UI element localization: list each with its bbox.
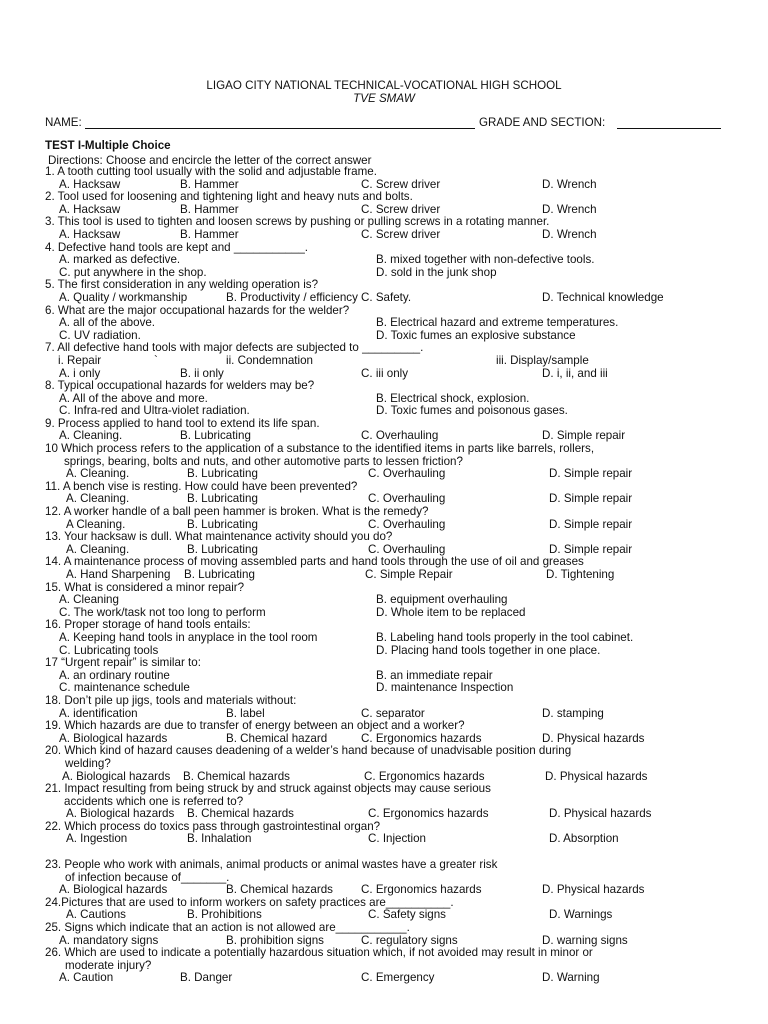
answer-option[interactable]: C. Ergonomics hazards (364, 769, 485, 783)
answer-option[interactable]: D. Physical hazards (545, 769, 648, 783)
answer-option[interactable]: D. i, ii, and iii (542, 366, 608, 380)
answer-option[interactable]: B. Inhalation (187, 832, 252, 846)
answer-option[interactable]: ii. Condemnation (226, 353, 314, 367)
answer-option[interactable]: B. Hammer (180, 202, 239, 216)
answer-option[interactable]: A. Hand Sharpening (66, 568, 171, 581)
question-15 (45, 582, 735, 620)
directions: Directions: Choose and encircle the letter of the correct answer (48, 154, 372, 167)
answer-option[interactable]: A. Biological hazards (59, 731, 168, 745)
answer-option[interactable]: B. Prohibitions (187, 908, 262, 922)
answer-option[interactable]: A. Cleaning. (66, 542, 130, 556)
answer-option[interactable]: D. sold in the junk shop (376, 265, 497, 279)
question-10 (45, 443, 735, 481)
question-19 (45, 720, 735, 745)
question-6 (45, 305, 735, 343)
question-1 (45, 166, 735, 191)
question-text: 25. Signs which indicate that an action is not allowed are___________. (45, 921, 410, 935)
answer-option[interactable]: C. UV radiation. (59, 328, 141, 342)
question-text: 5. The first consideration in any welding operation is? (45, 278, 319, 292)
question-7 (45, 342, 735, 380)
choice-row (45, 808, 735, 821)
answer-option[interactable]: C. Screw driver (361, 202, 441, 216)
answer-option[interactable]: C. Screw driver (361, 177, 441, 191)
answer-option[interactable]: B. equipment overhauling (376, 593, 508, 607)
question-text: 12. A worker handle of a ball peen hammer is broken. What is the remedy? (45, 505, 429, 519)
answer-option[interactable]: B. Chemical hazards (187, 807, 294, 821)
answer-option[interactable]: B. mixed together with non-defective tools. (376, 253, 595, 267)
question-25 (45, 922, 735, 947)
answer-option[interactable]: D. Simple repair (549, 517, 633, 531)
answer-option[interactable]: A. Ingestion (66, 832, 128, 846)
answer-option[interactable]: A. identification (59, 706, 138, 720)
question-text: 4. Defective hand tools are kept and ___________. (45, 240, 308, 254)
answer-option[interactable]: A. Cleaning (59, 593, 119, 607)
answer-option[interactable]: D. stamping (542, 706, 604, 720)
choice-row (45, 317, 735, 330)
answer-option[interactable]: B. Chemical hazards (183, 769, 290, 783)
answer-option[interactable]: A. all of the above. (59, 316, 156, 330)
choice-row (45, 569, 735, 582)
question-text: 24.Pictures that are used to inform workers on safety practices are__________. (45, 895, 454, 909)
answer-option[interactable]: B. Lubricating (187, 467, 258, 481)
answer-option[interactable]: B. Hammer (180, 227, 239, 241)
answer-option[interactable]: D. Physical hazards (542, 731, 645, 745)
question-4 (45, 242, 735, 280)
choice-row (45, 468, 735, 481)
answer-option[interactable]: A. Cleaning. (59, 429, 123, 443)
section-title: TEST I-Multiple Choice (45, 139, 171, 152)
question-text: 21. Impact resulting from being struck by and struck against objects may cause serious (45, 782, 491, 796)
answer-option[interactable]: D. Simple repair (549, 467, 633, 481)
question-23 (45, 859, 735, 897)
question-text: 6. What are the major occupational hazards for the welder? (45, 303, 350, 317)
question-text: 18. Don’t pile up jigs, tools and materials without: (45, 693, 297, 707)
choice-row (45, 884, 735, 897)
answer-option[interactable]: D. Physical hazards (549, 807, 652, 821)
question-26 (45, 947, 735, 985)
answer-option[interactable]: C. Overhauling (361, 429, 439, 443)
question-text: 23. People who work with animals, animal products or animal wastes have a greater risk (45, 858, 498, 872)
choice-row (45, 972, 735, 985)
answer-option[interactable]: A. All of the above and more. (59, 391, 208, 405)
answer-option[interactable]: A. Quality / workmanship (59, 290, 188, 304)
grade-section-field[interactable] (617, 116, 721, 129)
answer-option[interactable]: D. Toxic fumes and poisonous gases. (376, 404, 568, 418)
question-text: 2. Tool used for loosening and tightening light and heavy nuts and bolts. (45, 190, 413, 204)
answer-option[interactable]: C. The work/task not too long to perform (59, 605, 266, 619)
question-text: 14. A maintenance process of moving assembled parts and hand tools through the use of oil and greases (45, 555, 584, 569)
choice-row (45, 833, 735, 846)
answer-option[interactable]: C. Overhauling (368, 492, 446, 506)
answer-option[interactable]: B. Lubricating (187, 517, 258, 531)
answer-option[interactable]: D. Toxic fumes an explosive substance (376, 328, 576, 342)
answer-option[interactable]: C. put anywhere in the shop. (59, 265, 207, 279)
question-text: accidents which one is referred to? (64, 794, 244, 808)
answer-option[interactable]: D. Technical knowledge (542, 290, 664, 304)
question-text: 16. Proper storage of hand tools entails: (45, 618, 251, 632)
answer-option[interactable]: C. Ergonomics hazards (361, 731, 482, 745)
question-11 (45, 481, 735, 506)
answer-option[interactable]: B. Danger (180, 971, 233, 985)
answer-option[interactable]: D. Wrench (542, 227, 597, 241)
answer-option[interactable]: C. Screw driver (361, 227, 441, 241)
answer-option[interactable]: D. Whole item to be replaced (376, 605, 526, 619)
answer-option[interactable]: D. Simple repair (549, 492, 633, 506)
answer-option[interactable]: D. Wrench (542, 202, 597, 216)
question-text: 17 “Urgent repair” is similar to: (45, 656, 201, 670)
answer-option[interactable]: B. prohibition signs (226, 933, 324, 947)
choice-row (45, 594, 735, 607)
answer-option[interactable]: D. Wrench (542, 177, 597, 191)
answer-option[interactable]: B. Electrical shock, explosion. (376, 391, 530, 405)
answer-option[interactable]: A. Hacksaw (59, 177, 121, 191)
answer-option[interactable]: C. Emergency (361, 971, 435, 985)
answer-option[interactable]: C. Infra-red and Ultra-violet radiation. (59, 404, 250, 418)
stray-mark: ` (154, 353, 158, 367)
answer-option[interactable]: D. Simple repair (549, 542, 633, 556)
answer-option[interactable]: A. Caution (59, 971, 114, 985)
question-text: welding? (65, 756, 111, 770)
grade-section-label: GRADE AND SECTION: (479, 116, 606, 129)
question-13 (45, 531, 735, 556)
question-text: 9. Process applied to hand tool to extend its life span. (45, 416, 320, 430)
question-8 (45, 380, 735, 418)
answer-option[interactable]: C. Safety signs (368, 908, 446, 922)
question-18 (45, 695, 735, 720)
choice-row (45, 355, 735, 368)
choice-row (45, 254, 735, 267)
answer-option[interactable]: C. maintenance schedule (59, 681, 190, 695)
answer-option[interactable]: C. Ergonomics hazards (361, 883, 482, 897)
question-14 (45, 556, 735, 581)
question-text: 13. Your hacksaw is dull. What maintenance activity should you do? (45, 530, 393, 544)
answer-option[interactable]: D. Tightening (546, 568, 615, 581)
choice-row (45, 405, 735, 418)
student-info-line (45, 116, 725, 130)
answer-option[interactable]: iii. Display/sample (496, 353, 589, 367)
answer-option[interactable]: C. Safety. (361, 290, 412, 304)
question-list (45, 166, 735, 985)
answer-option[interactable]: A. Cleaning. (66, 467, 130, 481)
question-text: of infection because of_______. (65, 870, 230, 884)
answer-option[interactable]: D. maintenance Inspection (376, 681, 514, 695)
answer-option[interactable]: C. Injection (368, 832, 426, 846)
question-text: springs, bearing, bolts and nuts, and other automotive parts to lessen friction? (64, 454, 463, 468)
question-text: 15. What is considered a minor repair? (45, 580, 245, 594)
question-text: 20. Which kind of hazard causes deadening of a welder’s hand because of unadvisable position during (45, 744, 572, 758)
question-22 (45, 821, 735, 846)
subject-title: TVE SMAW (353, 92, 415, 105)
choice-row (45, 229, 735, 242)
question-text: 22. Which process do toxics pass through gastrointestinal organ? (45, 819, 381, 833)
answer-option[interactable]: A. mandatory signs (59, 933, 159, 947)
answer-option[interactable]: B. ii only (180, 366, 224, 380)
question-16 (45, 619, 735, 657)
answer-option[interactable]: B. an immediate repair (376, 668, 493, 682)
name-field[interactable] (85, 116, 475, 129)
answer-option[interactable]: i. Repair (58, 353, 102, 367)
question-text: 1. A tooth cutting tool usually with the solid and adjustable frame. (45, 165, 377, 178)
answer-option[interactable]: C. regulatory signs (361, 933, 458, 947)
question-text: 3. This tool is used to tighten and loosen screws by pushing or pulling screws in a rotating manner. (45, 215, 550, 229)
answer-option[interactable]: A. marked as defective. (59, 253, 181, 267)
answer-option[interactable]: A. Keeping hand tools in anyplace in the tool room (59, 630, 318, 644)
answer-option[interactable]: C. separator (361, 706, 425, 720)
question-text: 19. Which hazards are due to transfer of energy between an object and a worker? (45, 719, 465, 733)
answer-option[interactable]: D. Warning (542, 971, 600, 985)
answer-option[interactable]: A. Biological hazards (62, 769, 171, 783)
answer-option[interactable]: C. Overhauling (368, 542, 446, 556)
answer-option[interactable]: C. Overhauling (368, 467, 446, 481)
name-label: NAME: (45, 116, 82, 129)
answer-option[interactable]: B. Productivity / efficiency (226, 290, 358, 304)
answer-option[interactable]: D. Warnings (549, 908, 613, 922)
answer-option[interactable]: C. Simple Repair (365, 568, 453, 581)
question-text: 26. Which are used to indicate a potentially hazardous situation which, if not avoided may result in minor or (45, 946, 593, 960)
answer-option[interactable]: D. Simple repair (542, 429, 626, 443)
question-21 (45, 783, 735, 821)
answer-option[interactable]: A. Cautions (66, 908, 126, 922)
choice-row (45, 632, 735, 645)
answer-option[interactable]: B. Lubricating (180, 429, 251, 443)
answer-option[interactable]: C. iii only (361, 366, 409, 380)
answer-option[interactable]: B. Hammer (180, 177, 239, 191)
question-5 (45, 279, 735, 304)
answer-option[interactable]: B. label (226, 706, 265, 720)
question-text: 8. Typical occupational hazards for welders may be? (45, 379, 315, 393)
answer-option[interactable]: D. warning signs (542, 933, 628, 947)
question-12 (45, 506, 735, 531)
answer-option[interactable]: B. Lubricating (187, 542, 258, 556)
question-text: 7. All defective hand tools with major defects are subjected to _________. (45, 341, 424, 355)
answer-option[interactable]: C. Overhauling (368, 517, 446, 531)
answer-option[interactable]: B. Chemical hazard (226, 731, 328, 745)
answer-option[interactable]: A. Cleaning. (66, 492, 130, 506)
school-title: LIGAO CITY NATIONAL TECHNICAL-VOCATIONAL HIGH SCHOOL (206, 79, 562, 92)
choice-row (45, 292, 735, 305)
answer-option[interactable]: A. i only (59, 366, 101, 380)
answer-option[interactable]: B. Chemical hazards (226, 883, 333, 897)
question-9 (45, 418, 735, 443)
question-text: 11. A bench vise is resting. How could have been prevented? (45, 479, 358, 493)
answer-option[interactable]: A. an ordinary routine (59, 668, 170, 682)
answer-option[interactable]: B. Labeling hand tools properly in the tool cabinet. (376, 630, 634, 644)
answer-option[interactable]: B. Electrical hazard and extreme temperatures. (376, 316, 619, 330)
answer-option[interactable]: D. Absorption (549, 832, 619, 846)
answer-option[interactable]: D. Placing hand tools together in one place. (376, 643, 601, 657)
answer-option[interactable]: B. Lubricating (184, 568, 255, 581)
question-20 (45, 745, 735, 783)
answer-option[interactable]: A Cleaning. (66, 517, 126, 531)
question-3 (45, 216, 735, 241)
question-17 (45, 657, 735, 695)
answer-option[interactable]: A. Hacksaw (59, 227, 121, 241)
answer-option[interactable]: B. Lubricating (187, 492, 258, 506)
answer-option[interactable]: A. Biological hazards (66, 807, 175, 821)
answer-option[interactable]: D. Physical hazards (542, 883, 645, 897)
answer-option[interactable]: C. Lubricating tools (59, 643, 159, 657)
answer-option[interactable]: A. Hacksaw (59, 202, 121, 216)
question-24 (45, 897, 735, 922)
answer-option[interactable]: A. Biological hazards (59, 883, 168, 897)
question-text: moderate injury? (65, 958, 152, 972)
answer-option[interactable]: C. Ergonomics hazards (368, 807, 489, 821)
question-2 (45, 191, 735, 216)
question-text: 10 Which process refers to the application of a substance to the identified items in parts like barrels, rollers, (45, 442, 595, 456)
